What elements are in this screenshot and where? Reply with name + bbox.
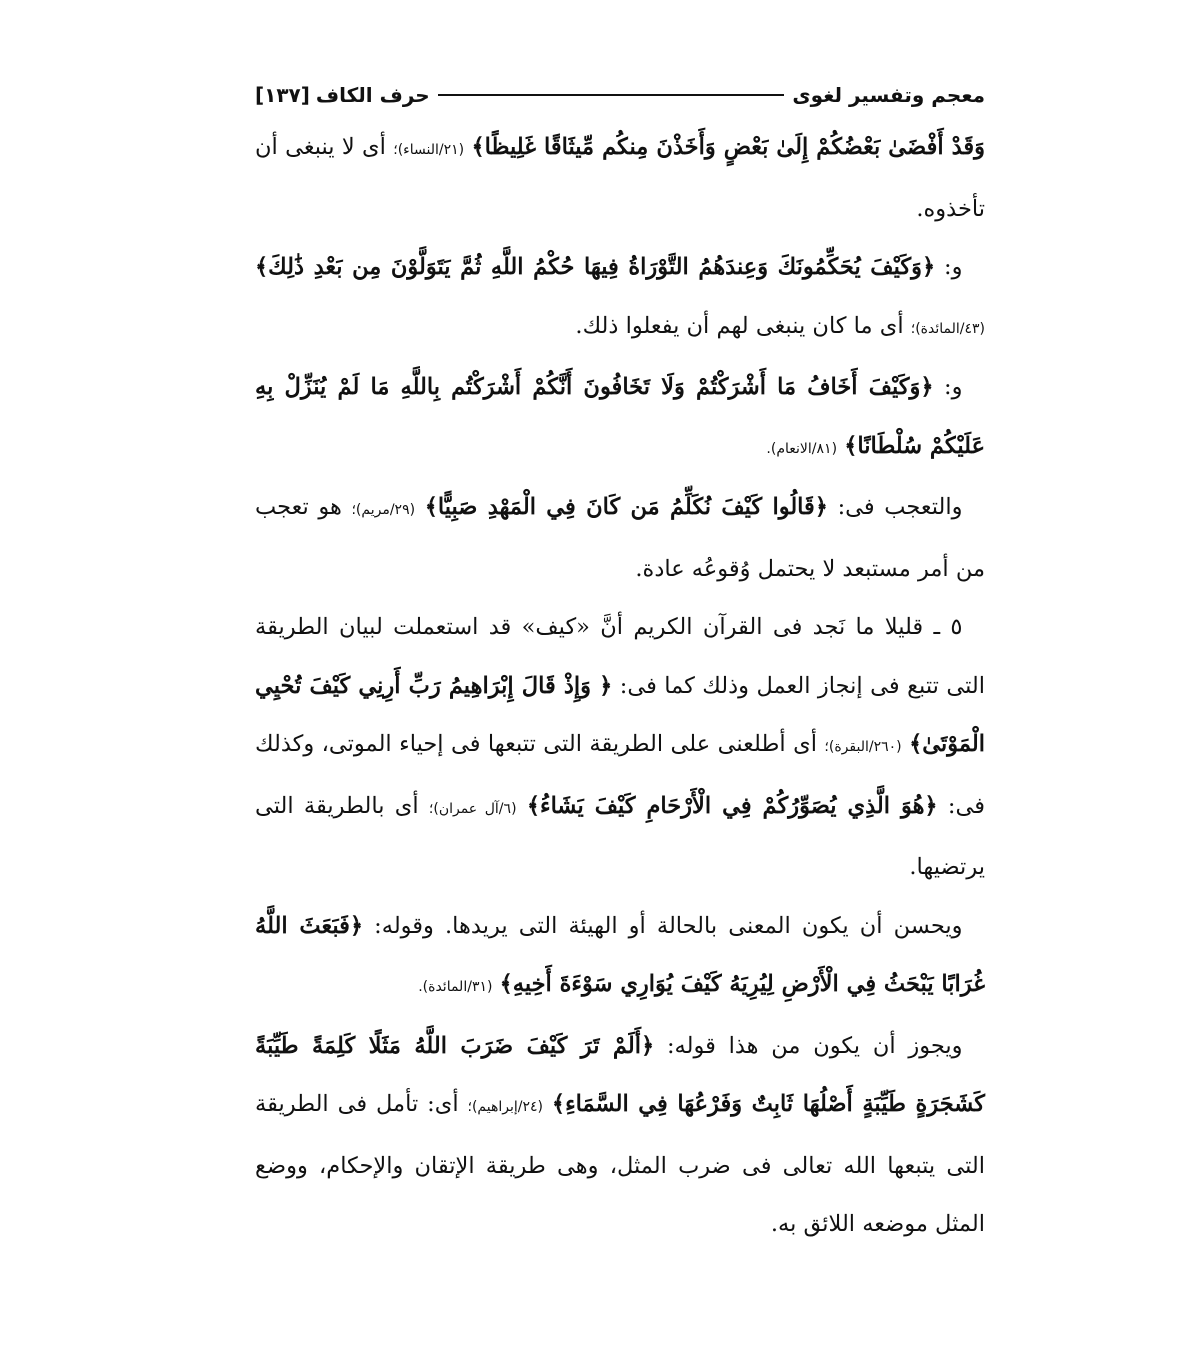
paragraph-text: أى: تأمل فى الطريقة التى يتبعها الله تعالى فى ضرب المثل، وهى طريقة الإتقان والإحكام، ووضع المثل موضعه اللائق به. xyxy=(255,1091,985,1237)
paragraph xyxy=(255,598,985,897)
paragraph xyxy=(255,478,985,598)
running-header xyxy=(255,78,985,112)
paragraph xyxy=(255,238,985,358)
paragraph-text: و: xyxy=(944,374,963,400)
book-title: معجم وتفسير لغوى xyxy=(792,83,985,107)
body-text xyxy=(255,118,985,1254)
paragraph-text: والتعجب فى: xyxy=(837,494,963,520)
paragraph-text: ويحسن أن يكون المعنى بالحالة أو الهيئة التى يريدها. وقوله: xyxy=(374,912,963,939)
quran-quote: وَقَدْ أَفْضَىٰ بَعْضُكُمْ إِلَىٰ بَعْضٍ وَأَخَذْنَ مِنكُم مِّيثَاقًا غَلِيظًا﴾ xyxy=(471,134,986,160)
paragraph-text: أى ما كان ينبغى لهم أن يفعلوا ذلك. xyxy=(575,312,904,339)
verse-reference: (٦/آل عمران)؛ xyxy=(428,800,517,817)
paragraph-text: أى بالطريقة التى يرتضيها. xyxy=(255,792,985,880)
book-page xyxy=(255,78,985,1278)
verse-reference: (٤٣/المائدة)؛ xyxy=(910,320,985,337)
paragraph-text: هو تعجب من أمر مستبعد لا يحتمل وُقوعُه عادة. xyxy=(255,494,985,582)
paragraph-text: أى لا ينبغى أن تأخذوه. xyxy=(255,134,985,222)
paragraph-text: أى أطلعنى على الطريقة التى تتبعها فى إحياء الموتى، وكذلك فى: xyxy=(255,731,985,819)
verse-reference: (٣١/المائدة). xyxy=(418,979,493,995)
paragraph xyxy=(255,358,985,478)
paragraph-text: ٥ ـ قليلا ما نَجد فى القرآن الكريم أنَّ «كيف» قد استعملت لبيان الطريقة التى تتبع فى إنجاز العمل وذلك كما فى: xyxy=(255,614,985,699)
quran-quote: ﴿وَكَيْفَ أَخَافُ مَا أَشْرَكْتُمْ وَلَا تَخَافُونَ أَنَّكُمْ أَشْرَكْتُم بِاللَّهِ مَا لَمْ يُنَزِّلْ بِهِ عَلَيْكُمْ سُلْطَانًا﴾ xyxy=(255,374,985,459)
verse-reference: (٢٩/مريم)؛ xyxy=(351,502,416,518)
paragraph-text: و: xyxy=(944,254,963,280)
quran-quote: ﴿وَكَيْفَ يُحَكِّمُونَكَ وَعِندَهُمُ التَّوْرَاةُ فِيهَا حُكْمُ اللَّهِ ثُمَّ يَتَوَلَّوْنَ مِن بَعْدِ ذَٰلِكَ﴾ xyxy=(255,254,936,280)
paragraph xyxy=(255,118,985,238)
quran-quote: ﴿قَالُوا كَيْفَ نُكَلِّمُ مَن كَانَ فِي الْمَهْدِ صَبِيًّا﴾ xyxy=(424,494,828,520)
header-right xyxy=(255,83,430,107)
quran-quote: ﴿فَبَعَثَ اللَّهُ غُرَابًا يَبْحَثُ فِي الْأَرْضِ لِيُرِيَهُ كَيْفَ يُوَارِي سَوْءَةَ أَخِيهِ﴾ xyxy=(255,912,985,997)
quran-quote: ﴿ وَإِذْ قَالَ إِبْرَاهِيمُ رَبِّ أَرِنِي كَيْفَ تُحْيِي الْمَوْتَىٰ﴾ xyxy=(255,672,986,757)
verse-reference: (٨١/الانعام). xyxy=(766,440,838,457)
page-number: [١٣٧] xyxy=(255,83,310,107)
header-rule xyxy=(438,94,785,96)
paragraph xyxy=(255,897,985,1017)
verse-reference: (٢١/النساء)؛ xyxy=(393,142,465,158)
verse-reference: (٢٦٠/البقرة)؛ xyxy=(824,739,902,755)
paragraph xyxy=(255,1017,985,1254)
section-title: حرف الكاف xyxy=(315,83,430,107)
quran-quote: ﴿أَلَمْ تَرَ كَيْفَ ضَرَبَ اللَّهُ مَثَلًا كَلِمَةً طَيِّبَةً كَشَجَرَةٍ طَيِّبَةٍ أَصْلُهَا ثَابِتٌ وَفَرْعُهَا فِي السَّمَاءِ﴾ xyxy=(255,1032,986,1117)
quran-quote: ﴿هُوَ الَّذِي يُصَوِّرُكُمْ فِي الْأَرْحَامِ كَيْفَ يَشَاءُ﴾ xyxy=(526,792,938,819)
paragraph-text: ويجوز أن يكون من هذا قوله: xyxy=(666,1032,963,1059)
verse-reference: (٢٤/إبراهيم)؛ xyxy=(467,1099,543,1115)
